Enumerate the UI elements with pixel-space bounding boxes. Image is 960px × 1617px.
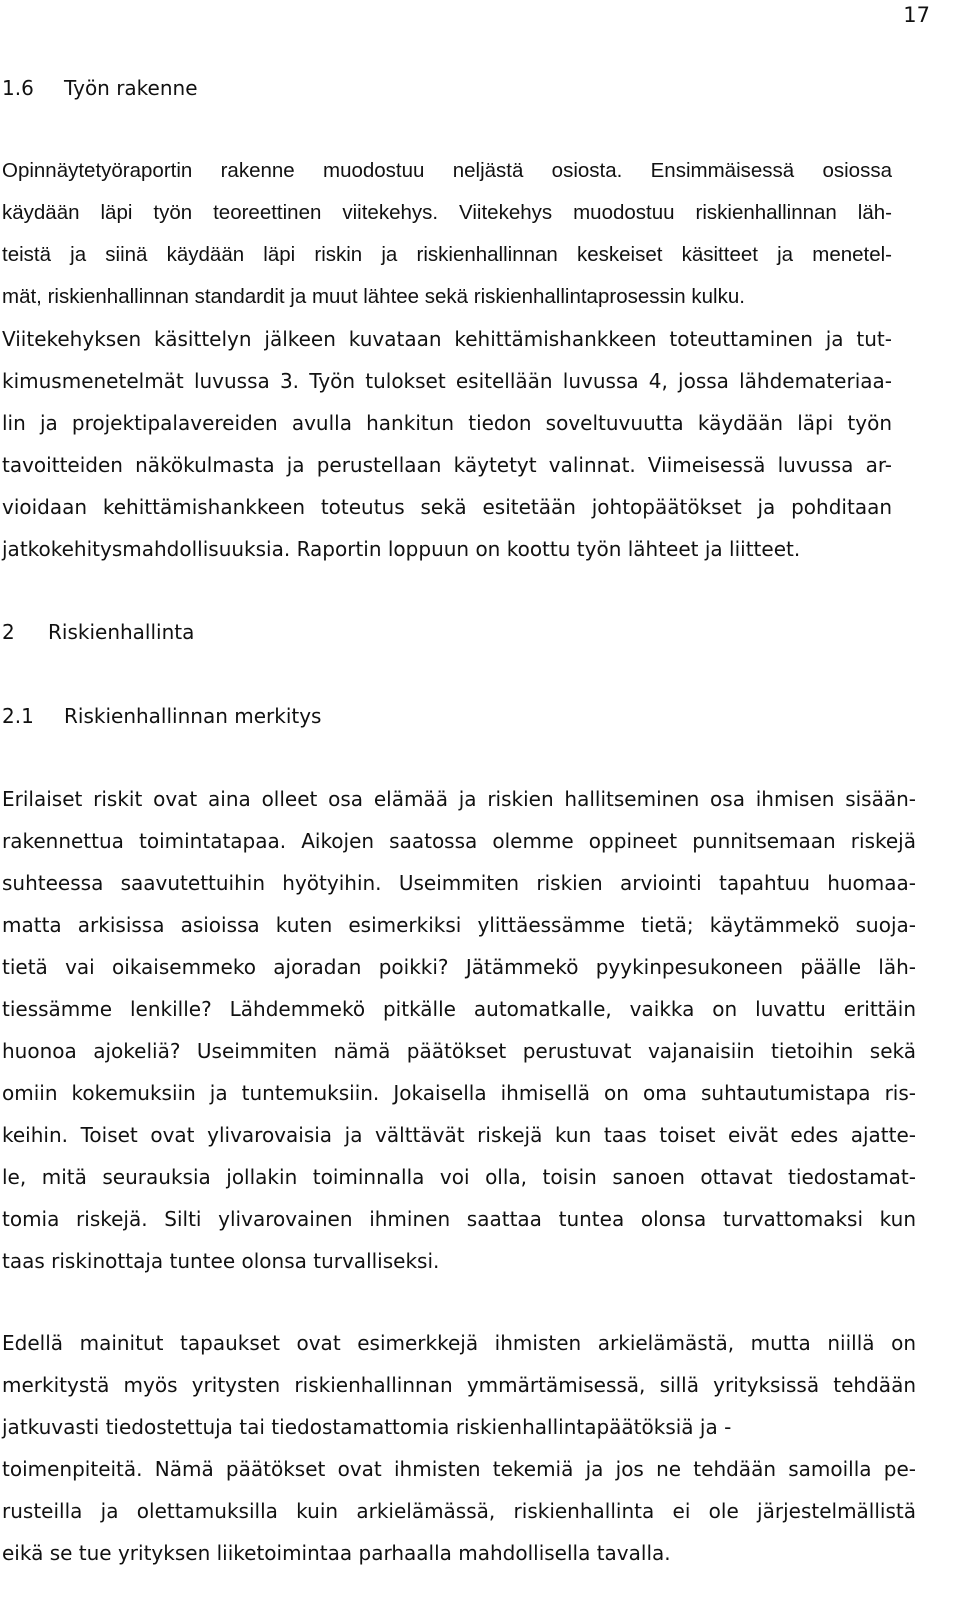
text-line: tomia riskejä. Silti ylivarovainen ihminen saattaa tuntea olonsa turvattomaksi kun	[2, 1207, 916, 1231]
text-line: le, mitä seurauksia jollakin toiminnalla voi olla, toisin sanoen ottavat tiedostamat-	[2, 1165, 916, 1189]
text-line: eikä se tue yrityksen liiketoimintaa parhaalla mahdollisella tavalla.	[2, 1541, 671, 1565]
text-line: suhteessa saavutettuihin hyötyihin. Useimmiten riskien arviointi tapahtuu huomaa-	[2, 871, 916, 895]
text-line: tietä vai oikaisemmeko ajoradan poikki? Jätämmekö pyykinpesukoneen päälle läh-	[2, 955, 916, 979]
text-line: mät, riskienhallinnan standardit ja muut lähtee sekä riskienhallintaprosessin kulku.	[2, 285, 745, 308]
text-line: merkitystä myös yritysten riskienhallinnan ymmärtämisessä, sillä yrityksissä tehdään	[2, 1373, 916, 1397]
text-line: jatkuvasti tiedostettuja tai tiedostamattomia riskienhallintapäätöksiä ja -	[2, 1415, 732, 1439]
text-line: Viitekehyksen käsittelyn jälkeen kuvataan kehittämishankkeen toteuttaminen ja tut-	[2, 327, 892, 351]
paragraph-risk-significance-1	[2, 778, 916, 1282]
text-line: toimenpiteitä. Nämä päätökset ovat ihmisten tekemiä ja jos ne tehdään samoilla pe-	[2, 1457, 916, 1481]
text-line: vioidaan kehittämishankkeen toteutus sekä esitetään johtopäätökset ja pohditaan	[2, 495, 892, 519]
text-line: matta arkisissa asioissa kuten esimerkiksi ylittäessämme tietä; käytämmekö suoja-	[2, 913, 916, 937]
text-line: tiessämme lenkille? Lähdemmekö pitkälle automatkalle, vaikka on luvattu erittäin	[2, 997, 916, 1021]
section-number: 1.6	[2, 76, 34, 100]
section-heading-2-1	[2, 702, 321, 730]
text-line: taas riskinottaja tuntee olonsa turvalliseksi.	[2, 1249, 440, 1273]
text-line: käydään läpi työn teoreettinen viitekehys. Viitekehys muodostuu riskienhallinnan läh-	[2, 201, 892, 224]
section-title: Riskienhallinnan merkitys	[64, 704, 322, 728]
page-number: 17	[903, 3, 930, 27]
paragraph-risk-significance-2	[2, 1322, 916, 1574]
text-line: kimusmenetelmät luvussa 3. Työn tulokset esitellään luvussa 4, jossa lähdemateriaa-	[2, 369, 892, 393]
chapter-number: 2	[2, 620, 15, 644]
text-line: lin ja projektipalavereiden avulla hankitun tiedon soveltuvuutta käydään läpi työn	[2, 411, 892, 435]
text-line: Opinnäytetyöraportin rakenne muodostuu neljästä osiosta. Ensimmäisessä osiossa	[2, 159, 892, 182]
text-line: teistä ja siinä käydään läpi riskin ja riskienhallinnan keskeiset käsitteet ja menetel-	[2, 243, 892, 266]
text-line: omiin kokemuksiin ja tuntemuksiin. Jokaisella ihmisellä on oma suhtautumistapa ris-	[2, 1081, 916, 1105]
section-number: 2.1	[2, 704, 34, 728]
text-line: Erilaiset riskit ovat aina olleet osa elämää ja riskien hallitseminen osa ihmisen sisään-	[2, 787, 916, 811]
section-title: Työn rakenne	[64, 76, 198, 100]
paragraph-work-structure	[2, 150, 892, 570]
text-line: rusteilla ja olettamuksilla kuin arkielämässä, riskienhallinta ei ole järjestelmällistä	[2, 1499, 916, 1523]
text-line: keihin. Toiset ovat ylivarovaisia ja välttävät riskejä kun taas toiset eivät edes ajatte-	[2, 1123, 916, 1147]
text-line: Edellä mainitut tapaukset ovat esimerkkejä ihmisten arkielämästä, mutta niillä on	[2, 1331, 916, 1355]
section-heading-1-6	[2, 74, 198, 102]
chapter-title: Riskienhallinta	[48, 620, 195, 644]
text-line: huonoa ajokeliä? Useimmiten nämä päätökset perustuvat vajanaisiin tietoihin sekä	[2, 1039, 916, 1063]
chapter-heading-2	[2, 618, 194, 646]
text-line: tavoitteiden näkökulmasta ja perustellaan käytetyt valinnat. Viimeisessä luvussa ar-	[2, 453, 892, 477]
text-line: jatkokehitysmahdollisuuksia. Raportin loppuun on koottu työn lähteet ja liitteet.	[2, 537, 801, 561]
text-line: rakennettua toimintatapaa. Aikojen saatossa olemme oppineet punnitsemaan riskejä	[2, 829, 916, 853]
